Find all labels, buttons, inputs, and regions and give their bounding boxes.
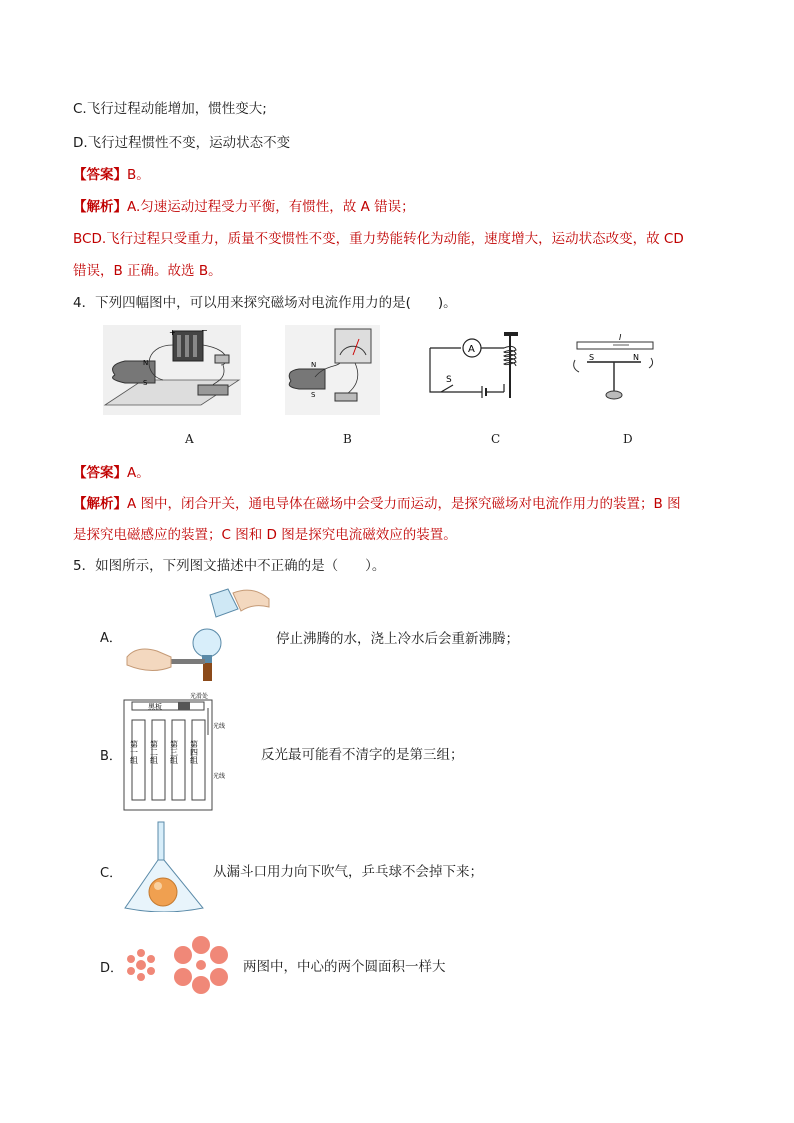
q4-figure-a xyxy=(103,325,241,415)
q5-option-d-text: 两图中，中心的两个圆面积一样大 xyxy=(243,959,446,975)
q5-option-c-text: 从漏斗口用力向下吹气，乒乓球不会掉下来； xyxy=(213,864,483,880)
q5-figure-c-funnel xyxy=(123,820,205,912)
analysis-text: A.匀速运动过程受力平衡，有惯性，故 A 错误； xyxy=(127,199,415,215)
q5-figure-b-classroom xyxy=(118,690,238,812)
q3-analysis xyxy=(73,197,415,217)
q5-option-d-label: D． xyxy=(100,961,124,976)
q4-analysis-line2: 是探究电磁感应的装置；C 图和 D 图是探究电流磁效应的装置。 xyxy=(73,527,457,543)
switch-label: S xyxy=(446,375,452,385)
blackboard-label: 黑板 xyxy=(148,703,162,711)
q3-analysis-line3: 错误，B 正确。故选 B。 xyxy=(73,263,222,279)
answer-text: A。 xyxy=(127,465,150,481)
q4-label-a: A xyxy=(185,432,194,446)
s-label: S xyxy=(311,391,316,399)
q5-option-a-label: A． xyxy=(100,631,122,646)
current-label: I xyxy=(619,333,622,342)
q3-analysis-line2: BCD.飞行过程只受重力，质量不变惯性不变，重力势能转化为动能，速度增大，运动状态改变，故 CD xyxy=(73,231,684,247)
analysis-tag: 【解析】 xyxy=(73,199,127,215)
q4-figure-b xyxy=(285,325,380,415)
q4-answer xyxy=(73,463,150,483)
q3-answer xyxy=(73,165,150,185)
analysis-tag: 【解析】 xyxy=(73,496,127,512)
analysis-text: A 图中，闭合开关，通电导体在磁场中会受力而运动，是探究磁场对电流作用力的装置；B 图 xyxy=(127,496,681,512)
plus-sign: + xyxy=(169,328,176,337)
ammeter-label: A xyxy=(468,344,475,355)
q5-option-a-text: 停止沸腾的水，浇上冷水后会重新沸腾； xyxy=(276,631,519,647)
q3-option-c: C.飞行过程动能增加，惯性变大; xyxy=(73,101,267,117)
group-4-label: 第四组 xyxy=(189,740,199,764)
answer-tag: 【答案】 xyxy=(73,465,127,481)
n-pole-label: N xyxy=(633,353,639,362)
q4-label-b: B xyxy=(343,432,352,446)
q4-figure-d xyxy=(567,330,662,405)
ray-label-2: 光线 xyxy=(213,773,226,780)
answer-tag: 【答案】 xyxy=(73,167,127,183)
group-2-label: 第二组 xyxy=(149,740,159,764)
q5-option-b-text: 反光最可能看不清字的是第三组； xyxy=(261,747,464,763)
minus-sign: − xyxy=(201,326,208,335)
answer-text: B。 xyxy=(127,167,150,183)
q5-option-b-label: B． xyxy=(100,749,122,764)
n-label: N xyxy=(311,361,317,369)
q4-analysis xyxy=(73,494,681,514)
n-label: N xyxy=(143,359,149,367)
q3-option-d: D.飞行过程惯性不变，运动状态不变 xyxy=(73,135,291,151)
q4-label-d: D xyxy=(623,432,633,446)
group-3-label: 第三组 xyxy=(169,740,179,764)
q4-figure-c xyxy=(426,330,531,400)
q5-option-c-label: C． xyxy=(100,866,123,881)
ray-label-1: 光线 xyxy=(213,723,226,730)
q5-stem: 5．如图所示，下列图文描述中不正确的是（ ）。 xyxy=(73,558,386,574)
group-1-label: 第一组 xyxy=(129,740,139,764)
s-label: S xyxy=(143,379,148,387)
s-pole-label: S xyxy=(589,353,595,362)
q5-figure-d-circles xyxy=(123,933,238,995)
glare-label: 光滑处 xyxy=(190,693,209,700)
q4-label-c: C xyxy=(491,432,501,446)
q5-figure-a-flask xyxy=(125,585,270,685)
q4-stem: 4．下列四幅图中，可以用来探究磁场对电流作用力的是( )。 xyxy=(73,295,457,311)
